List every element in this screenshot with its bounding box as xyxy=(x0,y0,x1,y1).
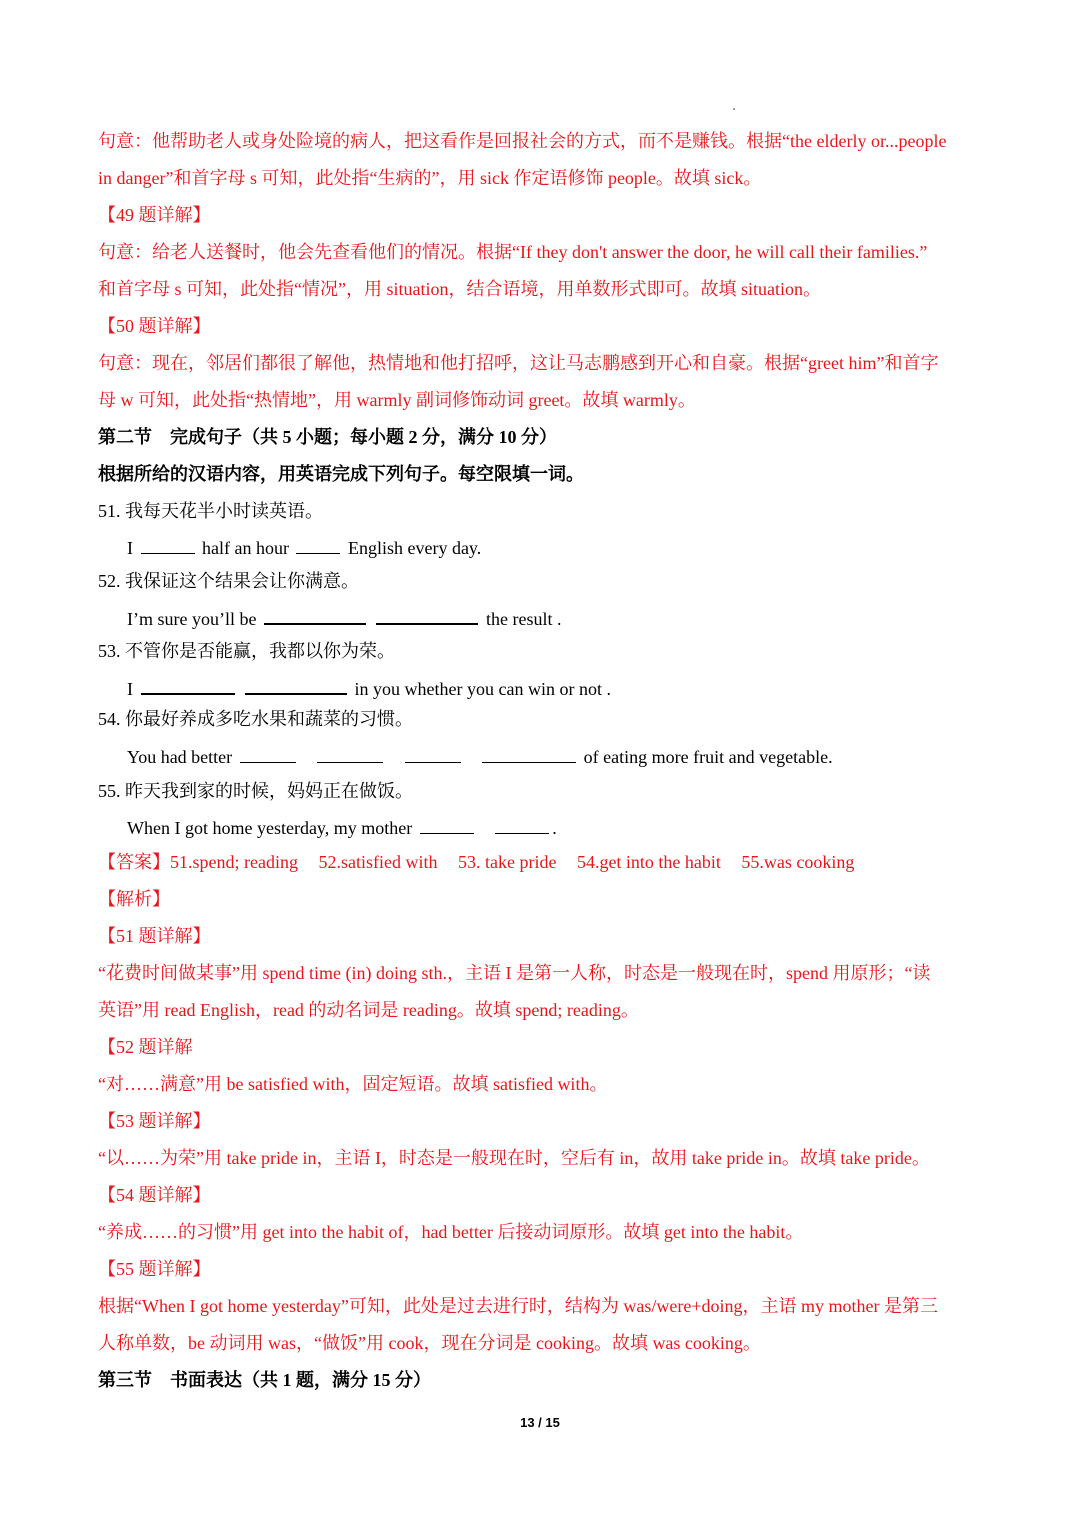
question-51-english xyxy=(127,537,481,559)
heading-51-detail: 【51 题详解】 xyxy=(98,926,211,946)
q54-text-a: You had better xyxy=(127,747,233,767)
explanation-52: “对……满意”用 be satisfied with，固定短语。故填 satisfied with。 xyxy=(98,1074,608,1094)
q51-blank-2 xyxy=(296,537,340,554)
q53-blank-1 xyxy=(141,677,235,695)
q54-blank-2 xyxy=(317,746,383,763)
explanation-54: “养成……的习惯”用 get into the habit of，had better 后接动词原形。故填 get into the habit。 xyxy=(98,1222,804,1242)
answer-55: 55.was cooking xyxy=(741,852,855,872)
q51-text-b: half an hour xyxy=(202,538,289,558)
analysis-heading: 【解析】 xyxy=(98,889,170,909)
q52-text-a: I’m sure you’ll be xyxy=(127,609,257,629)
q54-text-b: of eating more fruit and vegetable. xyxy=(583,747,833,767)
explanation-51-line1: “花费时间做某事”用 spend time (in) doing sth.，主语 I 是第一人称，时态是一般现在时，spend 用原形；“读 xyxy=(98,963,931,983)
explanation-50-line1: 句意：现在，邻居们都很了解他，热情地和他打招呼，这让马志鹏感到开心和自豪。根据“greet him”和首字 xyxy=(98,353,939,373)
q54-blank-1 xyxy=(240,746,296,763)
section-2-instruction: 根据所给的汉语内容，用英语完成下列句子。每空限填一词。 xyxy=(98,464,584,484)
explanation-48-line1: 句意：他帮助老人或身处险境的病人，把这看作是回报社会的方式，而不是赚钱。根据“the elderly or...people xyxy=(98,131,947,151)
q55-text-b: . xyxy=(552,818,557,838)
explanation-48-line2: in danger”和首字母 s 可知，此处指“生病的”，用 sick 作定语修饰 people。故填 sick。 xyxy=(98,168,762,188)
answer-53: 53. take pride xyxy=(457,852,557,872)
heading-54-detail: 【54 题详解】 xyxy=(98,1185,211,1205)
heading-53-detail: 【53 题详解】 xyxy=(98,1111,211,1131)
explanation-49-line1: 句意：给老人送餐时，他会先查看他们的情况。根据“If they don't answer the door, he will call their families.” xyxy=(98,242,928,262)
q53-blank-2 xyxy=(245,677,347,695)
question-55-chinese: 55. 昨天我到家的时候，妈妈正在做饭。 xyxy=(98,781,413,801)
question-54-english xyxy=(127,746,833,768)
question-52-english xyxy=(127,607,561,630)
q51-blank-1 xyxy=(141,537,195,554)
answer-52: 52.satisfied with xyxy=(318,852,438,872)
q52-blank-2 xyxy=(376,607,478,625)
q55-blank-2 xyxy=(495,817,549,834)
page-number: 13 / 15 xyxy=(520,1415,560,1430)
question-52-chinese: 52. 我保证这个结果会让你满意。 xyxy=(98,571,359,591)
question-55-english xyxy=(127,817,557,839)
q52-blank-1 xyxy=(264,607,366,625)
explanation-55-line1: 根据“When I got home yesterday”可知，此处是过去进行时，结构为 was/were+doing，主语 my mother 是第三 xyxy=(98,1296,939,1316)
q53-text-a: I xyxy=(127,679,133,699)
answer-54: 54.get into the habit xyxy=(576,852,721,872)
explanation-55-line2: 人称单数，be 动词用 was，“做饭”用 cook，现在分词是 cooking。故填 was cooking。 xyxy=(98,1333,761,1353)
section-2-heading: 第二节 完成句子（共 5 小题；每小题 2 分，满分 10 分） xyxy=(98,427,557,447)
q54-blank-3 xyxy=(405,746,461,763)
question-54-chinese: 54. 你最好养成多吃水果和蔬菜的习惯。 xyxy=(98,709,413,729)
explanation-50-line2: 母 w 可知，此处指“热情地”，用 warmly 副词修饰动词 greet。故填 warmly。 xyxy=(98,390,696,410)
speck xyxy=(733,108,735,110)
heading-52-detail: 【52 题详解 xyxy=(98,1037,193,1057)
heading-55-detail: 【55 题详解】 xyxy=(98,1259,211,1279)
q51-text-c: English every day. xyxy=(347,538,482,558)
q51-text-a: I xyxy=(127,538,133,558)
answer-line xyxy=(98,851,870,873)
answer-label: 【答案】 xyxy=(98,852,170,872)
section-3-heading: 第三节 书面表达（共 1 题，满分 15 分） xyxy=(98,1370,431,1390)
q52-text-b: the result . xyxy=(485,609,562,629)
explanation-49-line2: 和首字母 s 可知，此处指“情况”，用 situation，结合语境，用单数形式即可。故填 situation。 xyxy=(98,279,821,299)
question-51-chinese: 51. 我每天花半小时读英语。 xyxy=(98,501,323,521)
answer-51: 51.spend; reading xyxy=(170,852,298,872)
explanation-51-line2: 英语”用 read English，read 的动名词是 reading。故填 spend; reading。 xyxy=(98,1000,639,1020)
q53-text-b: in you whether you can win or not . xyxy=(354,679,611,699)
q55-text-a: When I got home yesterday, my mother xyxy=(127,818,413,838)
question-53-chinese: 53. 不管你是否能赢，我都以你为荣。 xyxy=(98,641,395,661)
explanation-53: “以……为荣”用 take pride in，主语 I，时态是一般现在时，空后有 in，故用 take pride in。故填 take pride。 xyxy=(98,1148,930,1168)
heading-49-detail: 【49 题详解】 xyxy=(98,205,211,225)
heading-50-detail: 【50 题详解】 xyxy=(98,316,211,336)
q55-blank-1 xyxy=(420,817,474,834)
question-53-english xyxy=(127,677,611,700)
q54-blank-4 xyxy=(482,746,576,763)
